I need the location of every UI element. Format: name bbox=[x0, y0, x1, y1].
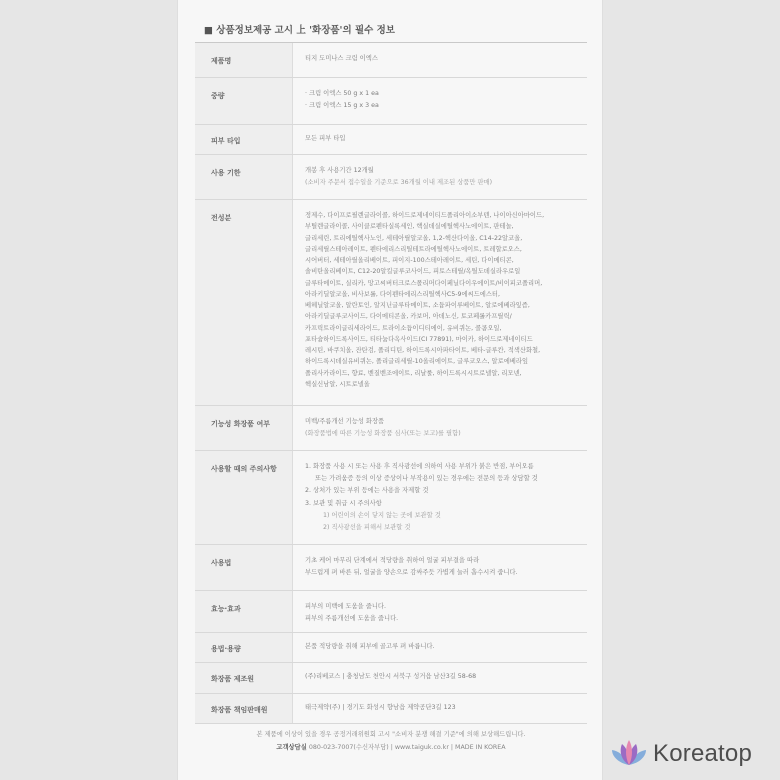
row-skin-type bbox=[195, 125, 587, 155]
row-label: 전성분 bbox=[195, 200, 293, 405]
ingredient-line: 아라키딜글루코사이드, 다이메티콘올, 카보머, 아데노신, 토코페롤카프릴릭/ bbox=[305, 313, 512, 321]
ingredient-line: 헥실신남알, 시트로넬올 bbox=[305, 380, 370, 388]
row-efficacy bbox=[195, 591, 587, 633]
row-value bbox=[293, 451, 587, 544]
ingredient-line: 글리세릴스테아레이트, 펜타에리스리틸테트라에틸헥사노에이트, 트레할로오스, bbox=[305, 245, 522, 253]
ingredient-line: 아라키딜알코올, 비사보롤, 다이펜타에리스리틸헥사C5-9에씨드에스터, bbox=[305, 290, 501, 298]
ingredient-line: 부틸렌글라이콜, 사이클로펜타실록세인, 핵실데실에틸헥사노에이트, 판테놀, bbox=[305, 223, 514, 231]
value-line: (주)리베코스 | 충청남도 천안시 서북구 성거읍 남산3길 58-68 bbox=[305, 673, 477, 680]
value-line: · 크림 이엑스 50 g x 1 ea bbox=[305, 90, 379, 97]
value-line: 피부의 미백에 도움을 줍니다. bbox=[305, 603, 386, 610]
ingredient-line: 솔비탄올리베이트, C12-20알킬글루코사이드, 피토스테릴/옥틸도데실라우로일 bbox=[305, 268, 521, 276]
ingredient-line: 카프릭트라이글리세라이드, 트라이소듐이디티에이, 유비퀴논, 콜콤오일, bbox=[305, 324, 502, 332]
row-distributor bbox=[195, 694, 587, 724]
right-margin bbox=[603, 0, 780, 780]
value-line: 티지 도미나스 크림 이엑스 bbox=[305, 55, 378, 62]
value-line: 기초 케어 마무리 단계에서 적당량을 취하여 얼굴 피부결을 따라 bbox=[305, 557, 480, 564]
row-usage bbox=[195, 545, 587, 591]
row-value bbox=[293, 43, 587, 77]
row-value bbox=[293, 155, 587, 199]
document-footer bbox=[178, 728, 604, 754]
row-value bbox=[293, 663, 587, 693]
value-line: 1. 화장품 사용 시 또는 사용 후 직사광선에 의하여 사용 부위가 붉은 반점, 부어오름 bbox=[305, 463, 534, 470]
value-line: 개봉 후 사용기간 12개월 bbox=[305, 167, 374, 174]
product-info-document bbox=[177, 0, 603, 780]
row-value bbox=[293, 125, 587, 154]
row-manufacturer bbox=[195, 663, 587, 694]
row-precautions bbox=[195, 451, 587, 545]
value-line: 모든 피부 타입 bbox=[305, 135, 346, 142]
value-line: 본품 적당량을 취해 피부에 골고루 펴 바릅니다. bbox=[305, 643, 435, 650]
row-value bbox=[293, 633, 587, 662]
row-label: 기능성 화장품 여부 bbox=[195, 406, 293, 450]
value-line: 2) 직사광선을 피해서 보관할 것 bbox=[323, 524, 411, 532]
row-label: 화장품 제조원 bbox=[195, 663, 293, 693]
value-line: 3. 보관 및 취급 시 주의사항 bbox=[305, 499, 382, 507]
ingredient-line: 폴리사카라이드, 향료, 벤질벤조에이트, 리날룰, 하이드록시시트로넬알, 리모넨, bbox=[305, 369, 522, 377]
ingredient-line: 레시틴, 바쿠치올, 잔탄검, 폴리디틴, 하이드록시아파타이트, 베타-글루칸, 적색산화철, bbox=[305, 347, 541, 354]
customer-service-label: 고객상담실 bbox=[276, 744, 307, 751]
row-label: 효능·효과 bbox=[195, 591, 293, 632]
value-line: 태극제약(주) | 경기도 화성시 향남읍 제약공단3길 123 bbox=[305, 704, 456, 711]
row-label: 사용할 때의 주의사항 bbox=[195, 451, 293, 544]
value-line: 부드럽게 펴 바른 뒤, 얼굴을 양손으로 감싸주듯 가볍게 눌러 흡수시켜 줍니다. bbox=[305, 569, 518, 577]
row-ingredients bbox=[195, 200, 587, 406]
row-label: 화장품 책임판매원 bbox=[195, 694, 293, 723]
row-label: 사용법 bbox=[195, 545, 293, 590]
lotus-icon bbox=[610, 739, 648, 769]
row-dosage bbox=[195, 633, 587, 663]
value-line: (소비자 주문서 접수일을 기준으로 36개월 이내 제조된 상품만 판매) bbox=[305, 179, 493, 187]
row-weight bbox=[195, 78, 587, 125]
ingredient-line: 정제수, 다이프로필렌글라이콜, 하이드로제네이티드폴리아이소부텐, 나이아신아마이드, bbox=[305, 212, 545, 219]
row-expiry bbox=[195, 155, 587, 200]
footer-contact bbox=[178, 741, 604, 754]
value-line: 피부의 주름개선에 도움을 줍니다. bbox=[305, 615, 399, 623]
customer-service-info: 080-023-7007(수신자부담) | www.taiguk.co.kr | MADE IN KOREA bbox=[308, 744, 506, 751]
spec-table bbox=[195, 42, 587, 724]
value-line: 1) 어린이의 손이 닿지 않는 곳에 보관할 것 bbox=[323, 511, 441, 519]
footer-notice: 본 제품에 이상이 있을 경우 공정거래위원회 고시 "소비자 분쟁 해결 기준"에 의해 보상해드립니다. bbox=[256, 731, 526, 738]
row-label: 사용 기한 bbox=[195, 155, 293, 199]
ingredient-line: 포타슘하이드록사이드, 티타늄다옥사이드(CI 77891), 마이카, 하이드로제네이티드 bbox=[305, 335, 533, 343]
ingredient-line: 베헤닐알코올, 알란토인, 알지닌글루타메이트, 소듐파이루베이트, 알로에베라잎즙, bbox=[305, 302, 530, 309]
row-value bbox=[293, 545, 587, 590]
row-value bbox=[293, 200, 587, 405]
brand-watermark bbox=[610, 737, 752, 771]
row-value bbox=[293, 406, 587, 450]
row-value bbox=[293, 694, 587, 723]
document-title: ■ 상품정보제공 고시 上 '화장품'의 필수 정보 bbox=[204, 25, 395, 36]
brand-name: Koreatop bbox=[653, 740, 753, 767]
row-value bbox=[293, 78, 587, 124]
value-line: (화장품법에 따른 기능성 화장품 심사(또는 보고)를 필함) bbox=[305, 430, 461, 438]
row-label: 제품명 bbox=[195, 43, 293, 77]
left-margin bbox=[0, 0, 177, 780]
ingredient-line: 시어버터, 세테아릴올리베이트, 피이지-100스테아레이트, 세틴, 다이메티콘, bbox=[305, 257, 514, 264]
ingredient-line: 글리세린, 트리에틸헥사노인, 세테아릴알코올, 1,2-헥산다이올, C14-22알코올, bbox=[305, 234, 523, 242]
row-label: 중량 bbox=[195, 78, 293, 124]
value-line: 또는 가려움증 등의 이상 증상이나 부작용이 있는 경우에는 전문의 등과 상담할 것 bbox=[315, 475, 538, 483]
value-line: 미백/주름개선 기능성 화장품 bbox=[305, 418, 385, 425]
value-line: 2. 상처가 있는 부위 등에는 사용을 자제할 것 bbox=[305, 487, 429, 495]
row-product-name bbox=[195, 43, 587, 78]
value-line: · 크림 이엑스 15 g x 3 ea bbox=[305, 102, 379, 110]
row-value bbox=[293, 591, 587, 632]
ingredient-line: 하이드록시데실유비퀴논, 폴리글리세릴-10올리에이트, 글루코오스, 알로에베라잎 bbox=[305, 358, 529, 366]
row-label: 피부 타입 bbox=[195, 125, 293, 154]
row-functional-cosmetic bbox=[195, 406, 587, 451]
ingredient-line: 글루타메이트, 실리카, 망고씨버터크로스폴리머다이페닐다이우에이트/비이피코폴리머, bbox=[305, 279, 543, 287]
row-label: 용법·용량 bbox=[195, 633, 293, 662]
